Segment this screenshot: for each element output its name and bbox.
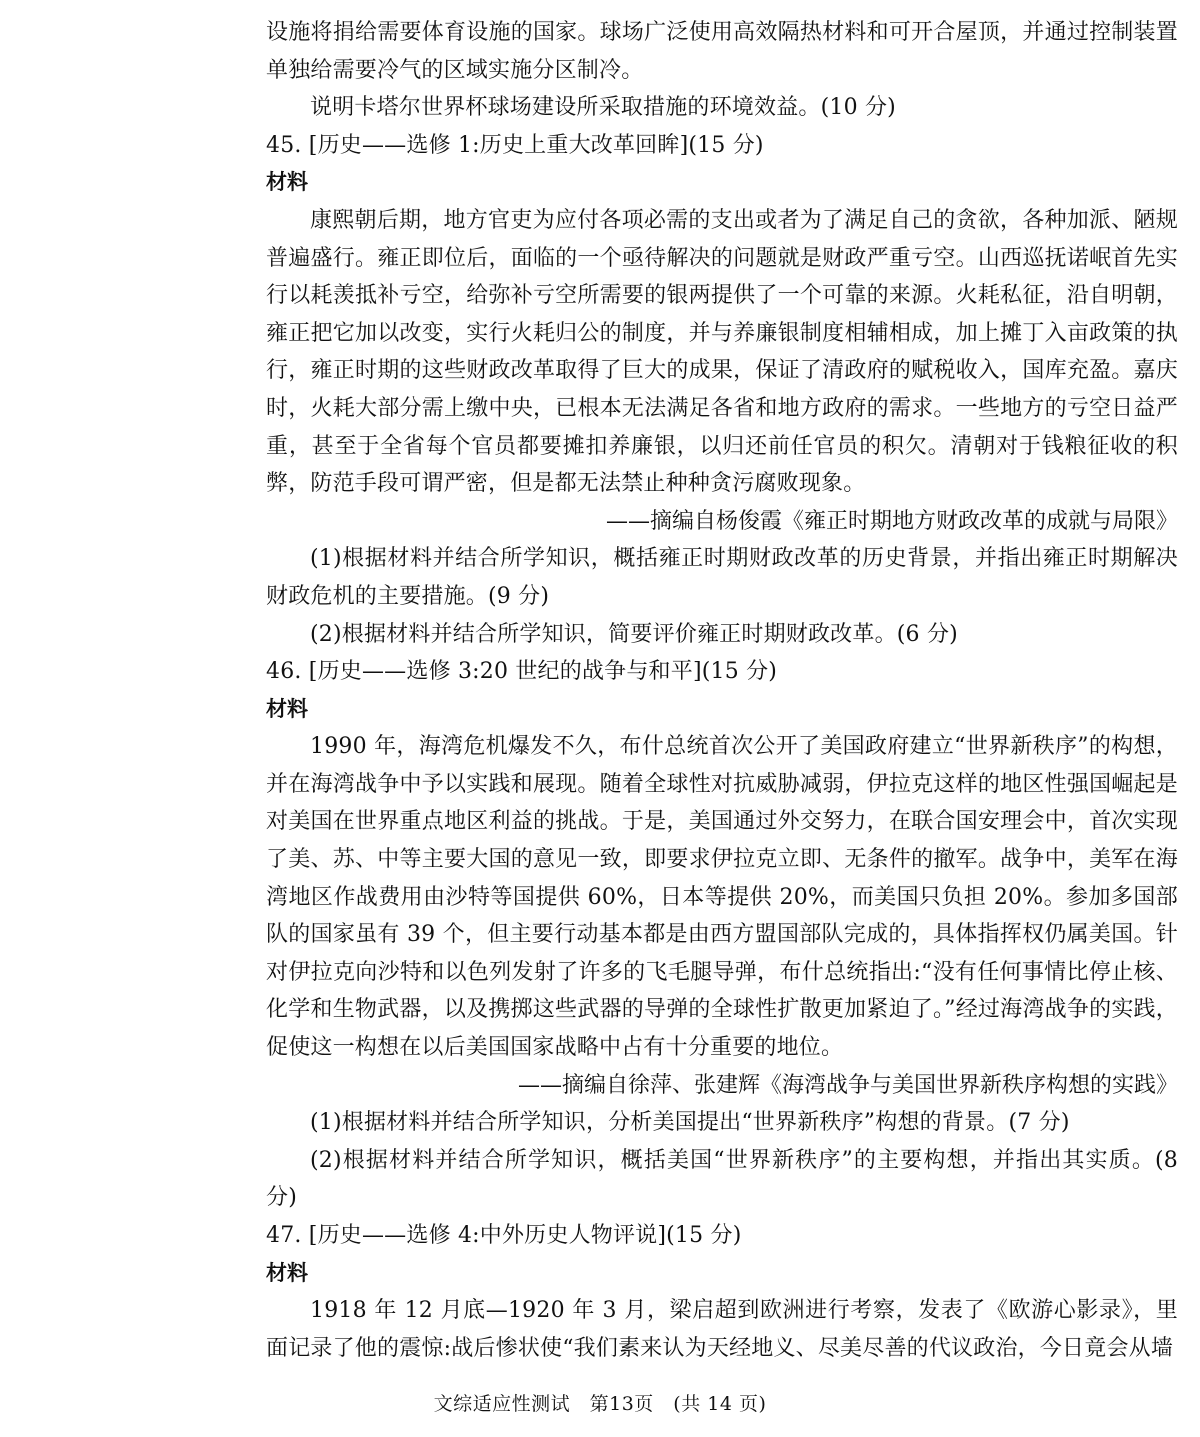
question-47-material-label: 材料 [266,1260,308,1285]
question-46-title: 46. [历史——选修 3:20 世纪的战争与和平](15 分) [266,659,778,685]
question-46-material: 1990 年，海湾危机爆发不久，布什总统首次公开了美国政府建立“世界新秩序”的构想，并在海湾战争中予以实践和展现。随着全球性对抗威胁减弱，伊拉克这样的地区性强国崛起是对美国在世界重点地区利益的挑战。于是，美国通过外交努力，在联合国安理会中，首次实现了美、苏、中等主要大国的意见一致，即要求伊拉克立即、无条件的撤军。战争中，美军在海湾地区作战费用由沙特等国提供 60%，日本等提供 20%，而美国只负担 20%。参加多国部队的国家虽有 39 个，但主要行动基本都是由西方盟国部队完成的，具体指挥权仍属美国。针对伊拉克向沙特和以色列发射了许多的飞毛腿导弹，布什总统指出:“没有任何事情比停止核、化学和生物武器，以及携掷这些武器的导弹的全球性扩散更加紧迫了。”经过海湾战争的实践，促使这一构想在以后美国国家战略中占有十分重要的地位。 [266,734,1178,1061]
question-47-title: 47. [历史——选修 4:中外历史人物评说](15 分) [266,1223,742,1248]
question-44-continuation: 设施将捐给需要体育设施的国家。球场广泛使用高效隔热材料和可开合屋顶，并通过控制装置单独给需要冷气的区域实施分区制冷。 [266,20,1178,83]
question-46-source: ——摘编自徐萍、张建辉《海湾战争与美国世界新秩序构想的实践》 [517,1072,1178,1098]
question-45-material-label: 材料 [266,170,308,195]
question-45-sub2: (2)根据材料并结合所学知识，简要评价雍正时期财政改革。(6 分) [310,621,958,647]
question-46-sub1: (1)根据材料并结合所学知识，分析美国提出“世界新秩序”构想的背景。(7 分) [310,1110,1070,1136]
question-46-sub2: (2)根据材料并结合所学知识，概括美国“世界新秩序”的主要构想，并指出其实质。(8 分) [266,1147,1178,1211]
question-45-source: ——摘编自杨俊霞《雍正时期地方财政改革的成就与局限》 [605,508,1178,534]
question-46-material-label: 材料 [266,696,308,721]
question-47-material: 1918 年 12 月底—1920 年 3 月，梁启超到欧洲进行考察，发表了《欧游心影录》，里面记录了他的震惊:战后惨状使“我们素来认为天经地义、尽美尽善的代议政治，今日竟会从墙 [266,1298,1178,1361]
question-45-title: 45. [历史——选修 1:历史上重大改革回眸](15 分) [266,132,764,158]
question-45-sub1: (1)根据材料并结合所学知识，概括雍正时期财政改革的历史背景，并指出雍正时期解决财政危机的主要措施。(9 分) [266,546,1178,609]
question-44-prompt: 说明卡塔尔世界杯球场建设所采取措施的环境效益。(10 分) [310,95,896,121]
page-content [266,14,1178,1367]
page-footer: 文综适应性测试 第13页 (共 14 页) [433,1393,767,1415]
question-45-material: 康熙朝后期，地方官吏为应付各项必需的支出或者为了满足自己的贪欲，各种加派、陋规普遍盛行。雍正即位后，面临的一个亟待解决的问题就是财政严重亏空。山西巡抚诺岷首先实行以耗羡抵补亏空，给弥补亏空所需要的银两提供了一个可靠的来源。火耗私征，沿自明朝，雍正把它加以改变，实行火耗归公的制度，并与养廉银制度相辅相成，加上摊丁入亩政策的执行，雍正时期的这些财政改革取得了巨大的成果，保证了清政府的赋税收入，国库充盈。嘉庆时，火耗大部分需上缴中央，已根本无法满足各省和地方政府的需求。一些地方的亏空日益严重，甚至于全省每个官员都要摊扣养廉银，以归还前任官员的积欠。清朝对于钱粮征收的积弊，防范手段可谓严密，但是都无法禁止种种贪污腐败现象。 [266,207,1178,497]
